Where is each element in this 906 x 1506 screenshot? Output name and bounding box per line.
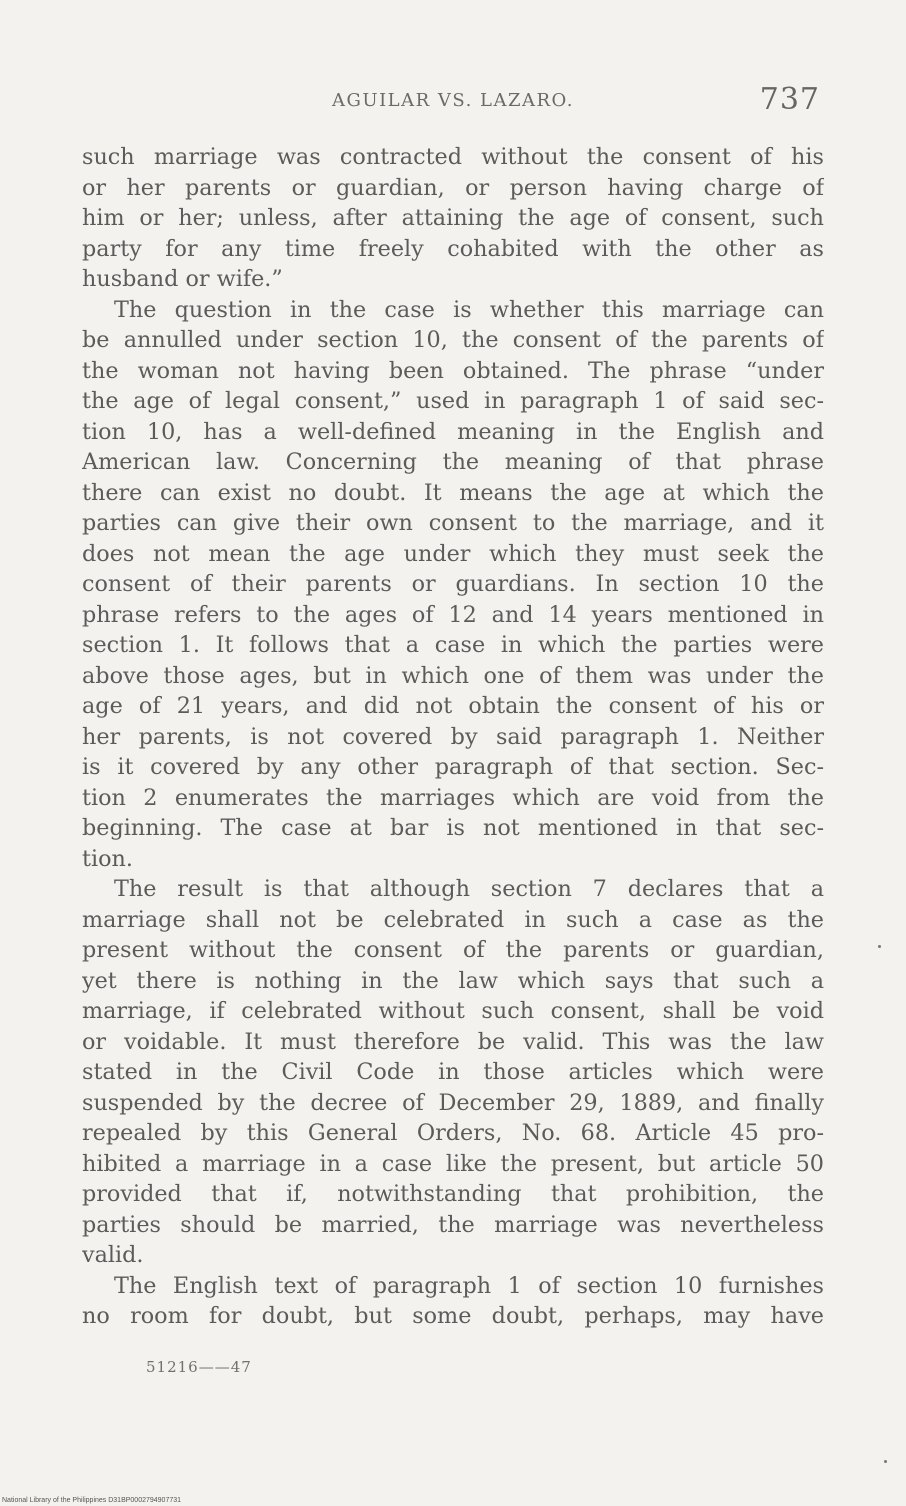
text-line: party for any time freely cohabited with the other as xyxy=(82,235,824,262)
running-title: AGUILAR VS. LAZARO. xyxy=(332,90,574,111)
text-line: beginning. The case at bar is not mentioned in that sec- xyxy=(82,815,824,841)
body-text xyxy=(82,142,824,1332)
text-line: does not mean the age under which they must seek the xyxy=(82,540,824,567)
library-credit: National Library of the Philippines D31BP0002794907731 xyxy=(2,1497,182,1504)
scan-speck xyxy=(884,1460,887,1463)
text-line: parties can give their own consent to the marriage, and it xyxy=(82,510,824,536)
text-line: consent of their parents or guardians. In section 10 the xyxy=(82,571,824,597)
scan-speck xyxy=(878,945,881,948)
text-line: above those ages, but in which one of them was under the xyxy=(82,662,824,689)
text-line: parties should be married, the marriage was nevertheless xyxy=(82,1211,824,1238)
text-line: or her parents or guardian, or person having charge of xyxy=(82,174,824,201)
text-line: valid. xyxy=(82,1242,144,1268)
text-line: no room for doubt, but some doubt, perhaps, may have xyxy=(82,1303,824,1329)
text-line: the age of legal consent,” used in paragraph 1 of said sec- xyxy=(82,388,824,414)
text-line: The result is that although section 7 declares that a xyxy=(114,876,824,902)
text-line: husband or wife.” xyxy=(82,266,283,292)
page-number: 737 xyxy=(759,82,820,117)
text-line: The question in the case is whether this marriage can xyxy=(114,296,824,323)
text-line: tion 2 enumerates the marriages which are void from the xyxy=(82,784,824,811)
text-line: marriage shall not be celebrated in such a case as the xyxy=(82,906,824,933)
text-line: The English text of paragraph 1 of section 10 furnishes xyxy=(114,1272,824,1299)
text-line: the woman not having been obtained. The phrase “under xyxy=(82,357,824,384)
text-line: yet there is nothing in the law which says that such a xyxy=(82,967,824,994)
text-line: her parents, is not covered by said paragraph 1. Neither xyxy=(82,723,824,750)
text-line: tion. xyxy=(82,845,133,872)
running-head xyxy=(82,82,824,118)
text-line: present without the consent of the parents or guardian, xyxy=(82,937,824,963)
text-line: such marriage was contracted without the consent of his xyxy=(82,144,824,170)
text-line: marriage, if celebrated without such consent, shall be void xyxy=(82,998,824,1024)
text-line: be annulled under section 10, the consent of the parents of xyxy=(82,327,824,353)
text-line: suspended by the decree of December 29, 1889, and finally xyxy=(82,1089,824,1116)
text-line: or voidable. It must therefore be valid. This was the law xyxy=(82,1028,824,1055)
text-line: phrase refers to the ages of 12 and 14 years mentioned in xyxy=(82,601,824,628)
text-line: is it covered by any other paragraph of that section. Sec- xyxy=(82,754,824,780)
text-line: him or her; unless, after attaining the age of consent, such xyxy=(82,205,824,231)
text-line: tion 10, has a well-defined meaning in the English and xyxy=(82,418,824,445)
text-line: provided that if, notwithstanding that prohibition, the xyxy=(82,1181,824,1207)
text-line: American law. Concerning the meaning of that phrase xyxy=(82,449,824,475)
text-line: section 1. It follows that a case in which the parties were xyxy=(82,632,824,658)
text-line: age of 21 years, and did not obtain the consent of his or xyxy=(82,693,824,719)
text-line: hibited a marriage in a case like the present, but article 50 xyxy=(82,1150,824,1177)
text-line: there can exist no doubt. It means the age at which the xyxy=(82,479,824,506)
text-line: stated in the Civil Code in those articles which were xyxy=(82,1059,824,1085)
signature-mark: 51216——47 xyxy=(146,1358,252,1376)
text-line: repealed by this General Orders, No. 68. Article 45 pro- xyxy=(82,1120,824,1146)
